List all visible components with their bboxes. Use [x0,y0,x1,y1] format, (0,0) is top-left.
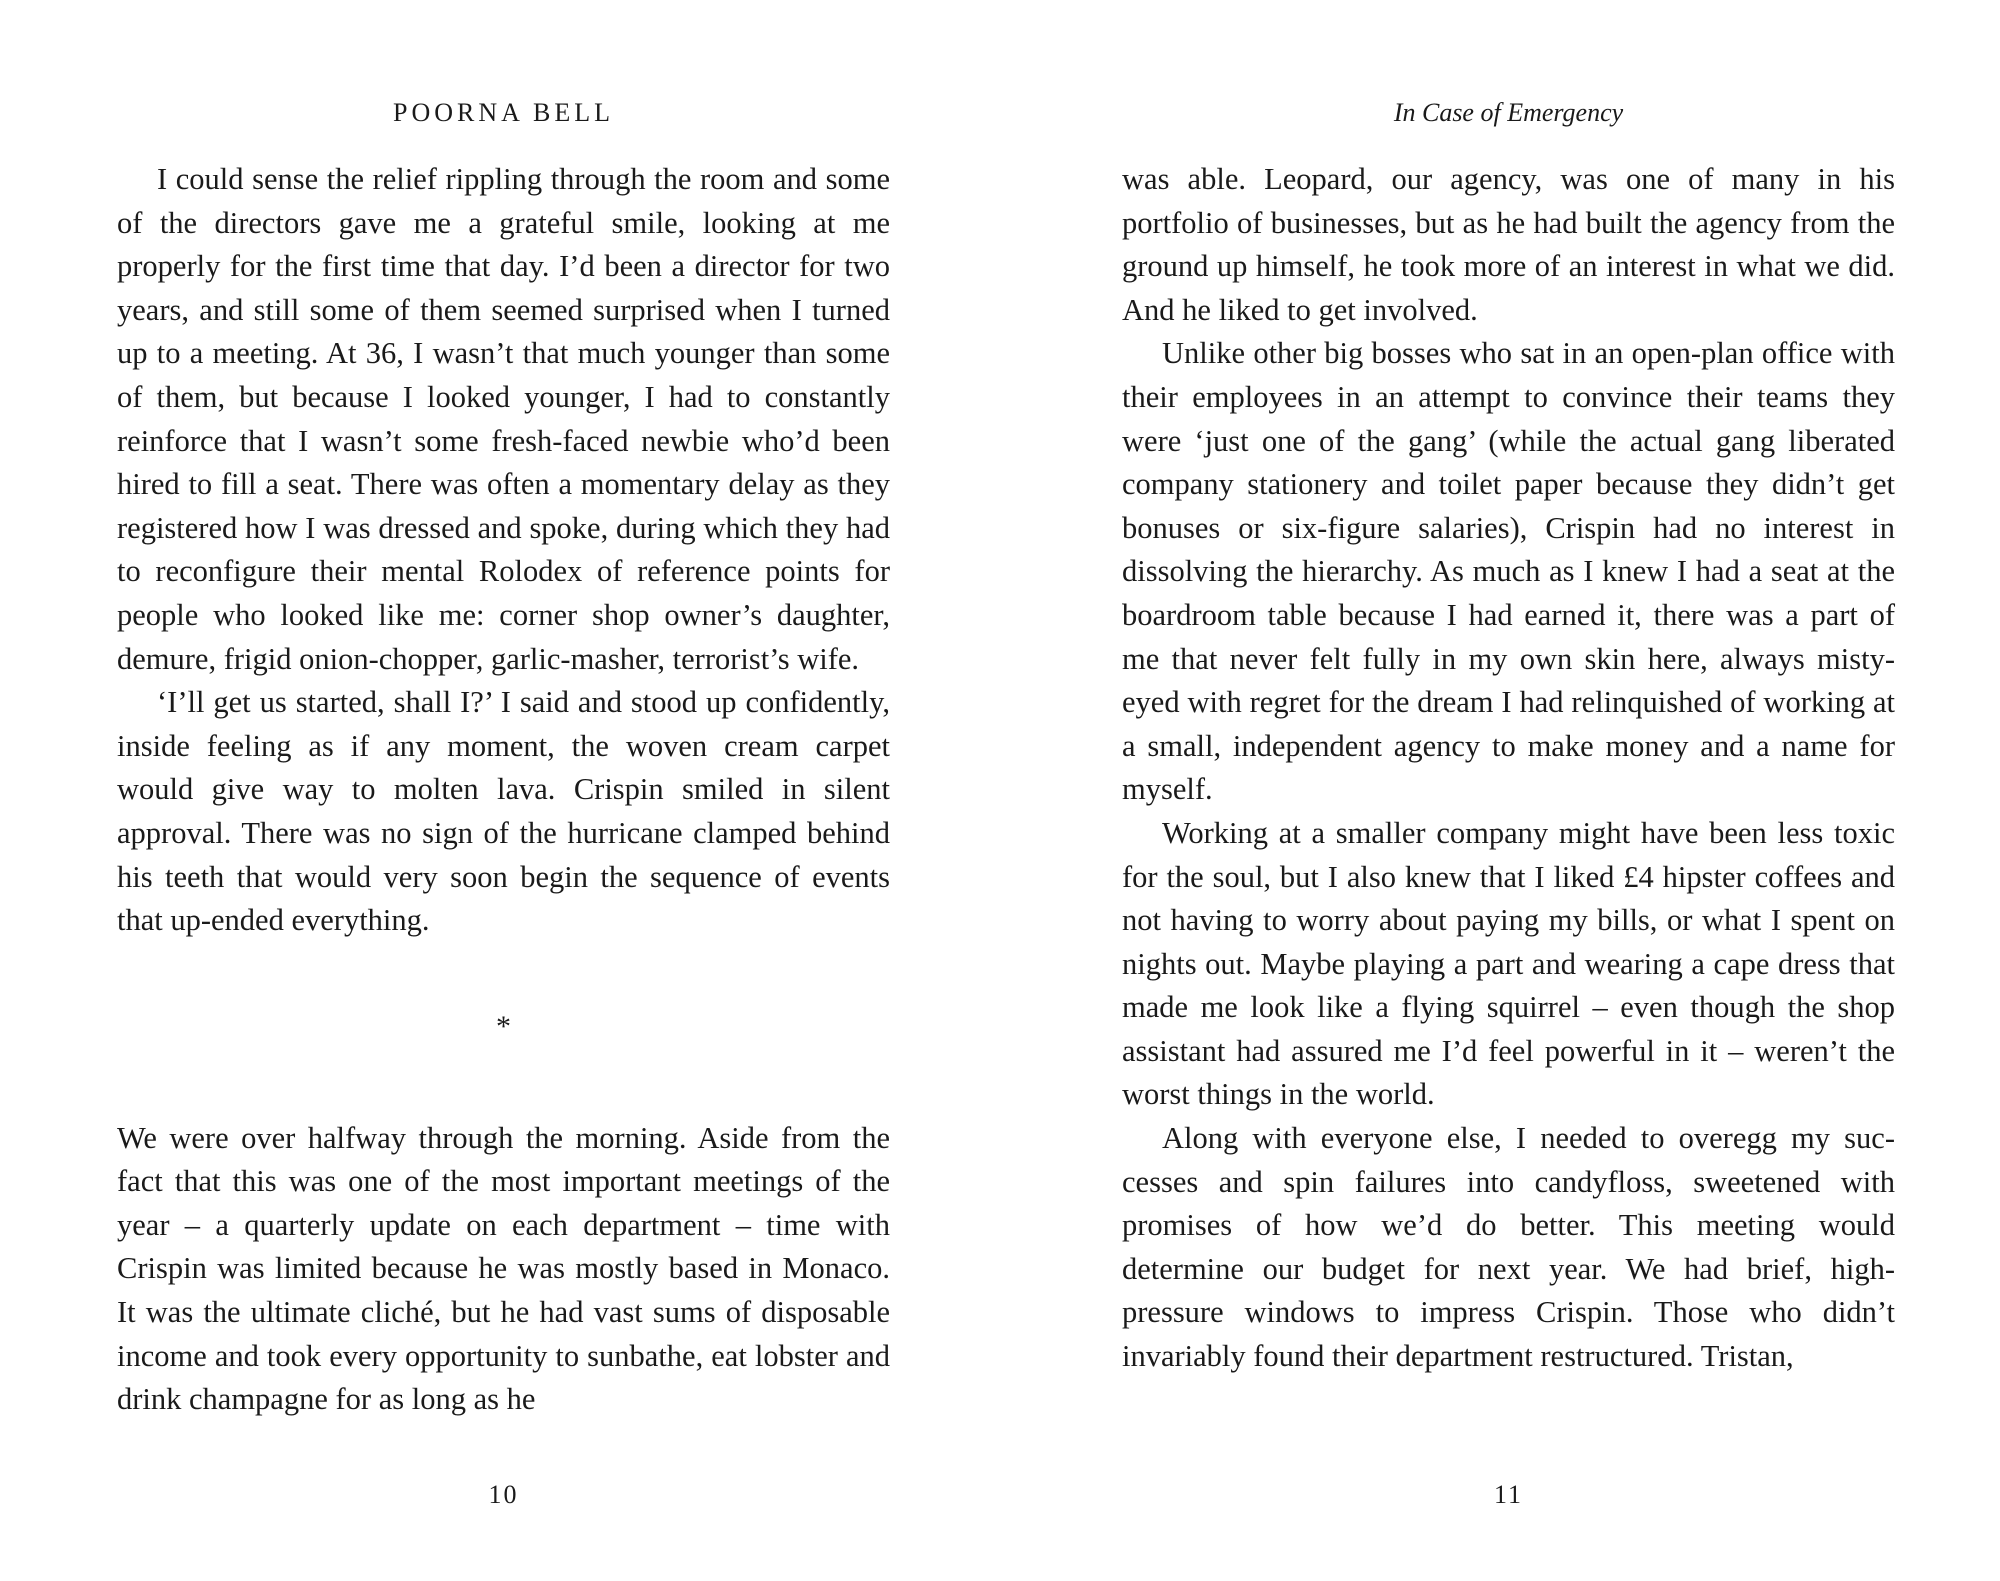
right-page [1000,0,2000,1581]
running-head-author: POORNA BELL [393,98,614,127]
paragraph: We were over halfway through the morning. Aside from the fact that this was one of the most important meetings of the year – a quarterly update on each department – time with Crispin was limited because he was mostly based in Monaco. It was the ultimate cliché, but he had vast sums of disposable income and took every opportunity to sunbathe, eat lobster and drink champagne for as long as he [117,1120,890,1417]
paragraph: Working at a smaller company might have been less toxic for the soul, but I also knew that I liked £4 hipster coffees and not having to worry about paying my bills, or what I spent on nights out. Maybe playing a part and wearing a cape dress that made me look like a flying squirrel – even though the shop assistant had assured me I’d feel powerful in it – weren’t the worst things in the world. [1122,815,1895,1112]
right-page-body [1122,158,1895,1379]
left-page-body [117,158,890,1422]
section-break-asterisk: * [496,1009,511,1043]
paragraph: ‘I’ll get us started, shall I?’ I said and stood up confidently, inside feeling as if any moment, the woven cream carpet would give way to molten lava. Crispin smiled in silent approval. There was no sign of the hurricane clamped behind his teeth that would very soon begin the sequence of events that up-ended everything. [117,685,890,938]
paragraph: Along with everyone else, I needed to overegg my successes and spin failures into candyfloss, sweetened with promises of how we’d do better. This meeting would determine our budget for next year. We had brief, high-pressure windows to impress Crispin. Those who didn’t invariably found their department restructured. Tristan, [1122,1121,1895,1374]
page-number: 11 [1493,1480,1524,1509]
running-head-title: In Case of Emergency [1393,98,1624,127]
section-break [117,943,890,1117]
paragraph: was able. Leopard, our agency, was one of many in his portfolio of businesses, but as he had built the agency from the ground up himself, he took more of an interest in what we did. And he liked to get involved. [1122,162,1895,327]
paragraph: I could sense the relief rippling through the room and some of the directors gave me a grateful smile, looking at me properly for the first time that day. I’d been a director for two years, and still some of them seemed surprised when I turned up to a meeting. At 36, I wasn’t that much younger than some of them, but because I looked younger, I had to constantly reinforce that I wasn’t some fresh-faced newbie who’d been hired to fill a seat. There was often a momentary delay as they registered how I was dressed and spoke, during which they had to reconfigure their mental Rolodex of reference points for people who looked like me: corner shop owner’s daughter, demure, frigid onion-chopper, garlic-masher, terrorist’s wife. [117,162,890,676]
paragraph: Unlike other big bosses who sat in an open-plan office with their employees in an attempt to convince their teams they were ‘just one of the gang’ (while the actual gang liberated company stationery and toilet paper because they didn’t get bonuses or six-figure salaries), Crispin had no interest in dissolving the hierarchy. As much as I knew I had a seat at the boardroom table because I had earned it, there was a part of me that never felt fully in my own skin here, always misty-eyed with regret for the dream I had relinquished of working at a small, independent agency to make money and a name for myself. [1122,336,1895,807]
page-number: 10 [488,1480,519,1509]
